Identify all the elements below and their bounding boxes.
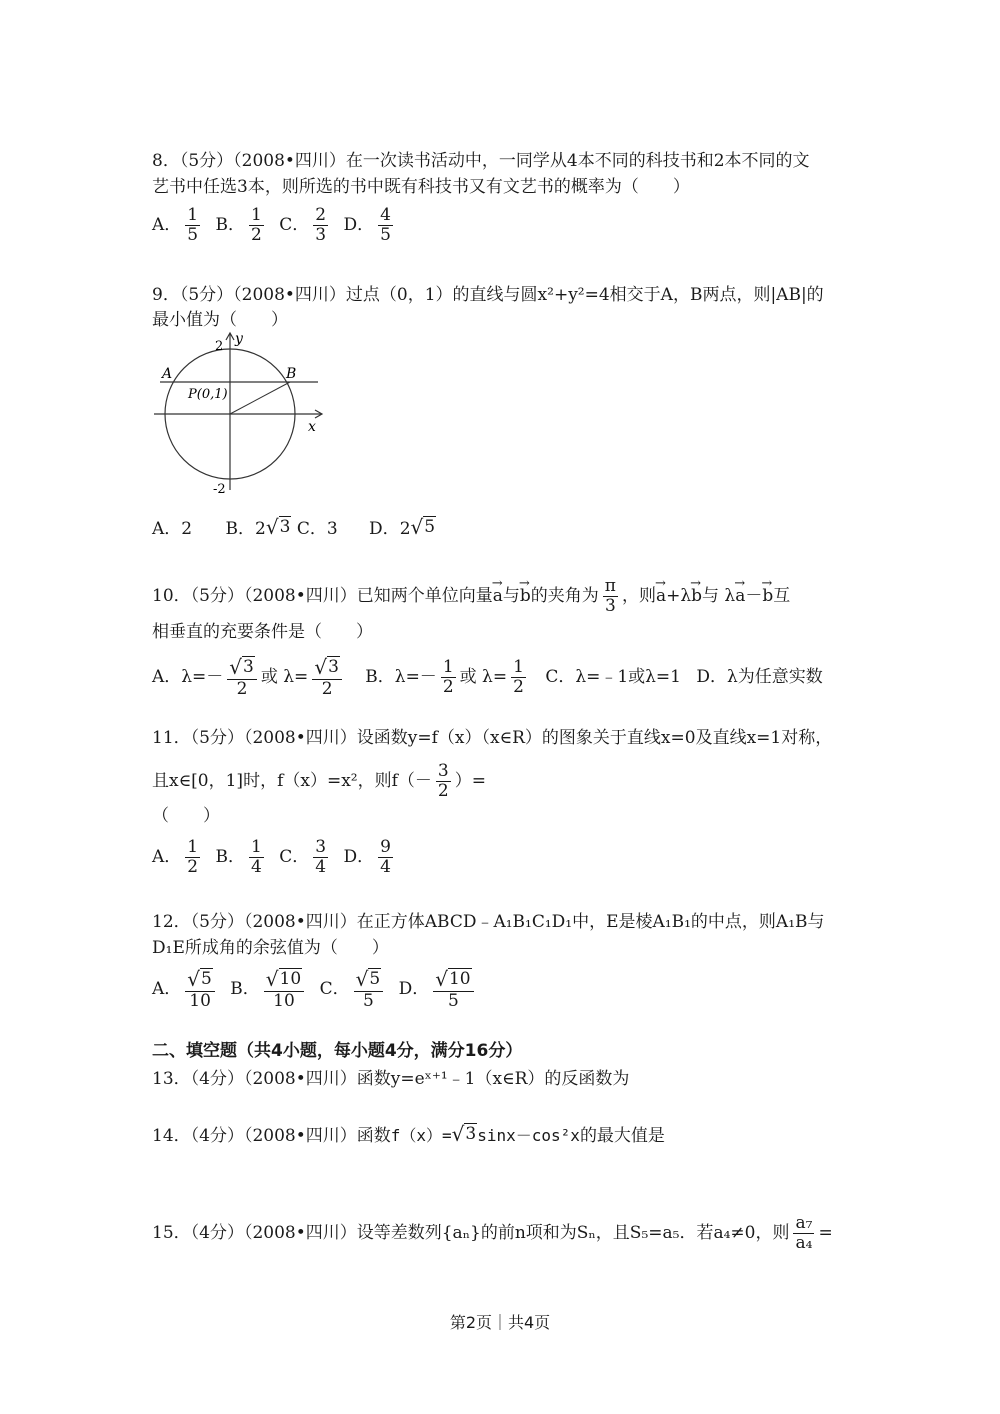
q8-line1: 8．（5分）（2008•四川）在一次读书活动中，一同学从4本不同的科技书和2本不同的文 [152,151,810,171]
q8-option-a: A． $\frac{1}{5}$ [152,205,199,245]
q8-option-b: B． $\frac{1}{2}$ [215,205,262,245]
q10-line1: 10．（5分）（2008•四川）已知两个单位向量→ a与→ b的夹角为 $\frac{\pi}{3}$ ，则→ a+λ→ b与 λ→ a－→ b互 [152,577,790,616]
q12-options [152,968,484,1011]
q12-option-d: D． √ 10 5 [399,968,478,1011]
q9-option-b: B．2 √ 3 [225,515,291,539]
q11-option-c: C． $\frac{3}{4}$ [279,837,327,877]
q12-option-c: C． √ 5 5 [320,968,388,1011]
x-label: x [308,419,316,435]
q8-option-d: D． $\frac{4}{5}$ [343,205,391,245]
q12-option-b: B． √ 10 10 [230,968,308,1011]
q12-line2: D₁E所成角的余弦值为（ ） [152,938,389,958]
y-label: y [235,331,243,347]
q11-options [152,838,403,877]
q9-circle-figure [150,330,330,500]
point-p-label: P(0,1) [188,387,228,402]
q10-option-c: C．λ=﹣1或λ=1 [545,667,681,687]
vector-a: → a [493,585,503,607]
q11-line1: 11．（5分）（2008•四川）设函数y=f（x）（x∈R）的图象关于直线x=0及直线x=1对称， [152,728,833,748]
tick-bottom: -2 [213,482,226,497]
q11-line3: （ ） [152,806,220,826]
point-a-label: A [162,366,173,382]
q10-option-d: D．λ为任意实数 [696,667,823,687]
q11-line2: 且x∈[0，1]时，f（x）=x²，则f（－ $\frac{3}{2}$ ）= [152,761,486,801]
q12-option-a: A． √ 5 10 [152,968,219,1011]
tick-top: 2 [215,339,224,354]
q15-line: 15．（4分）（2008•四川）设等差数列{aₙ}的前n项和为Sₙ，且S₅=a₅．若a₄≠0，则 $\frac{\text{a₇}}{\text{a₄}}$ = [152,1213,833,1253]
q8-option-c: C． $\frac{2}{3}$ [279,205,327,245]
q9-option-c: C．3 [296,519,338,539]
q11-option-a: A． $\frac{1}{2}$ [152,837,199,877]
q9-option-d: D．2 √ 5 [369,515,436,539]
q12-line1: 12．（5分）（2008•四川）在正方体ABCD﹣A₁B₁C₁D₁中，E是棱A₁B₁的中点，则A₁B与 [152,912,825,932]
point-b-label: B [286,366,297,382]
q8-options [152,206,403,245]
q8-line2: 艺书中任选3本，则所选的书中既有科技书又有文艺书的概率为（ ） [152,177,690,197]
radius-ob [230,382,290,414]
q10-option-b: B．λ=－ $\frac{1}{2}$ 或 λ= $\frac{1}{2}$ [365,657,524,697]
q11-option-d: D． $\frac{9}{4}$ [343,837,391,877]
q9-line1: 9．（5分）（2008•四川）过点（0，1）的直线与圆x²+y²=4相交于A，B两点，则|AB|的 [152,285,824,305]
q14-line: 14．（4分）（2008•四川）函数f（x）= √ 3 sinx－cos²x的最大值是 [152,1122,665,1146]
page-footer: 第2页｜共4页 [449,1313,551,1332]
q10-options [152,656,823,699]
q9-option-a: A．2 [152,519,193,539]
q9-line2: 最小值为（ ） [152,310,288,330]
q9-options [152,516,436,540]
section-heading-fill-in: 二、填空题（共4小题，每小题4分，满分16分） [152,1041,523,1061]
q10-option-a: A．λ=－ √ 3 2 或 λ= √ 3 2 [152,667,346,687]
vector-b: → b [520,585,531,607]
q11-option-b: B． $\frac{1}{4}$ [215,837,262,877]
q13-line: 13．（4分）（2008•四川）函数y=eˣ⁺¹﹣1（x∈R）的反函数为 [152,1069,630,1089]
q10-line2: 相垂直的充要条件是（ ） [152,622,373,642]
